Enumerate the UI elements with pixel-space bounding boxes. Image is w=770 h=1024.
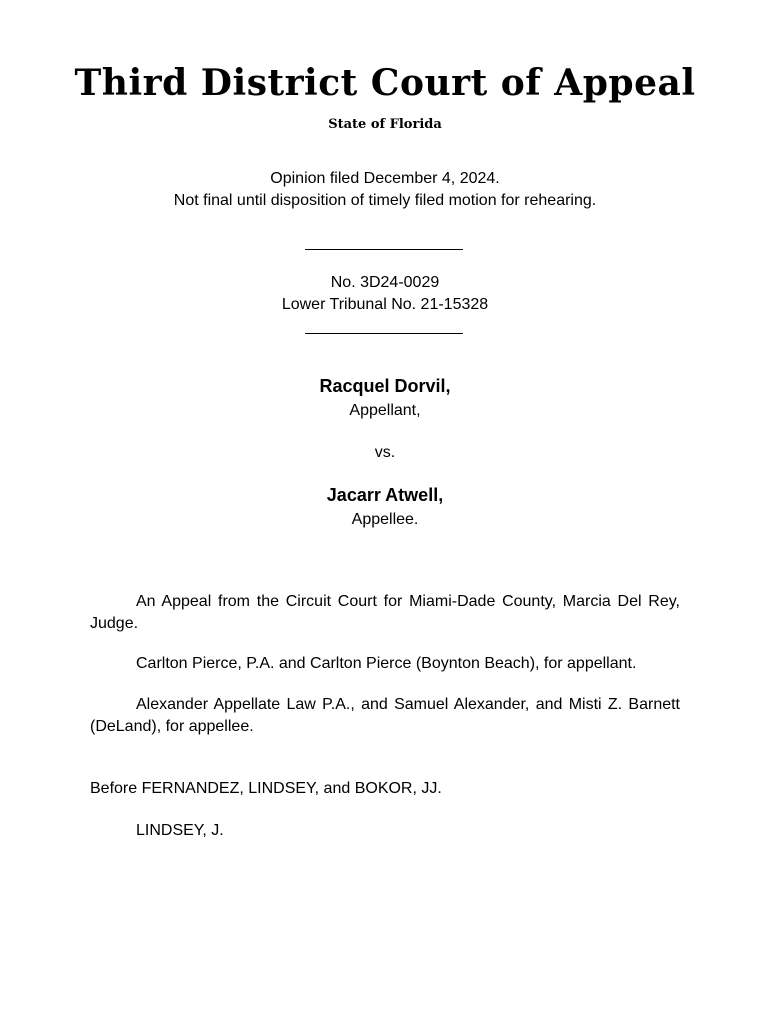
- appellant-counsel-paragraph: Carlton Pierce, P.A. and Carlton Pierce (Boynton Beach), for appellant.: [136, 655, 637, 672]
- lower-tribunal-number: Lower Tribunal No. 21-15328: [281, 296, 489, 313]
- appeal-from-paragraph: An Appeal from the Circuit Court for Miami-Dade County, Marcia Del Rey, Judge.: [90, 593, 680, 632]
- appellant-name: Racquel Dorvil,: [319, 376, 451, 396]
- appellee-name: Jacarr Atwell,: [326, 485, 444, 505]
- appellee-counsel-paragraph: Alexander Appellate Law P.A., and Samuel Alexander, and Misti Z. Barnett (DeLand), for appellee.: [90, 696, 680, 735]
- appellant-role: Appellant,: [349, 402, 421, 419]
- panel-line: Before FERNANDEZ, LINDSEY, and BOKOR, JJ.: [90, 780, 442, 797]
- state-subtitle: State of Florida: [328, 117, 442, 132]
- versus-label: vs.: [374, 444, 396, 461]
- finality-note: Not final until disposition of timely filed motion for rehearing.: [173, 192, 597, 209]
- divider-top: [305, 249, 463, 250]
- divider-bottom: [305, 333, 463, 334]
- appellee-role: Appellee.: [351, 511, 419, 528]
- opinion-author: LINDSEY, J.: [136, 822, 224, 839]
- court-title: Third District Court of Appeal: [74, 62, 696, 104]
- case-number: No. 3D24-0029: [330, 274, 440, 291]
- opinion-filed-date: Opinion filed December 4, 2024.: [270, 170, 500, 187]
